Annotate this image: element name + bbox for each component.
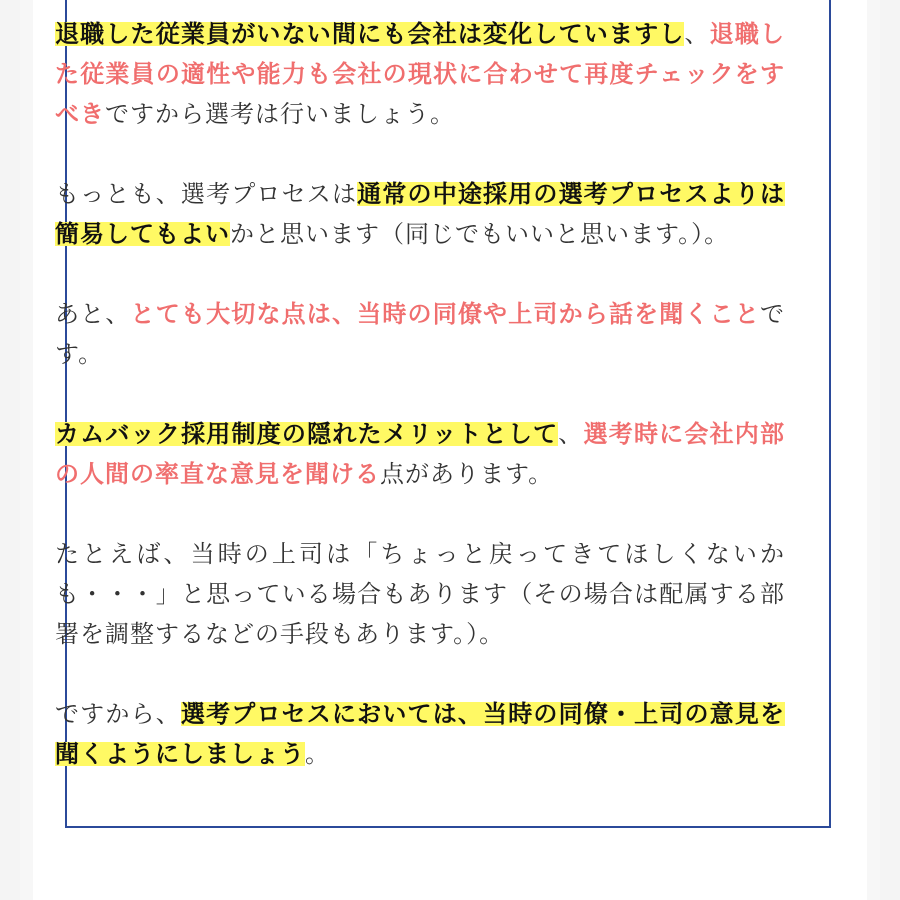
paragraph-3 [55,294,785,374]
emphasis-text: 選考時に会社内部の人間の率直な意見を聞ける [55,420,786,488]
highlight-text: カムバック採用制度の隠れたメリットとして [55,420,559,448]
emphasis-text: とても大切な点は、当時の同僚や上司から話を聞くこと [130,300,761,328]
plain-text: です。 [55,300,786,368]
paragraph-4 [55,414,785,494]
paragraph-1 [55,14,785,134]
plain-text: かと思います（同じでもいいと思います。）。 [230,220,730,248]
article-content [55,14,785,814]
plain-text: 、 [558,420,584,448]
highlight-text: 通常の中途採用の選考プロセスよりは簡易してもよい [55,180,786,248]
plain-text: 、 [684,20,710,48]
highlight-text: 選考プロセスにおいては、当時の同僚・上司の意見を聞くようにしましょう [55,700,786,768]
emphasis-text: 退職した従業員の適性や能力も会社の現状に合わせて再度チェックをすべき [55,20,786,128]
paragraph-6 [55,694,785,774]
plain-text: もっとも、選考プロセスは [55,180,358,208]
paragraph-5 [55,534,785,654]
plain-text: 点があります。 [380,460,554,488]
paragraph-2 [55,174,785,254]
plain-text: たとえば、当時の上司は「ちょっと戻ってきてほしくないかも・・・」と思っている場合もあります（その場合は配属する部署を調整するなどの手段もあります。）。 [55,540,785,648]
plain-text: あと、 [55,300,131,328]
plain-text: ですから、 [55,700,181,728]
plain-text: 。 [305,740,330,768]
plain-text: ですから選考は行いましょう。 [105,100,455,128]
highlight-text: 退職した従業員がいない間にも会社は変化していますし [55,20,685,48]
